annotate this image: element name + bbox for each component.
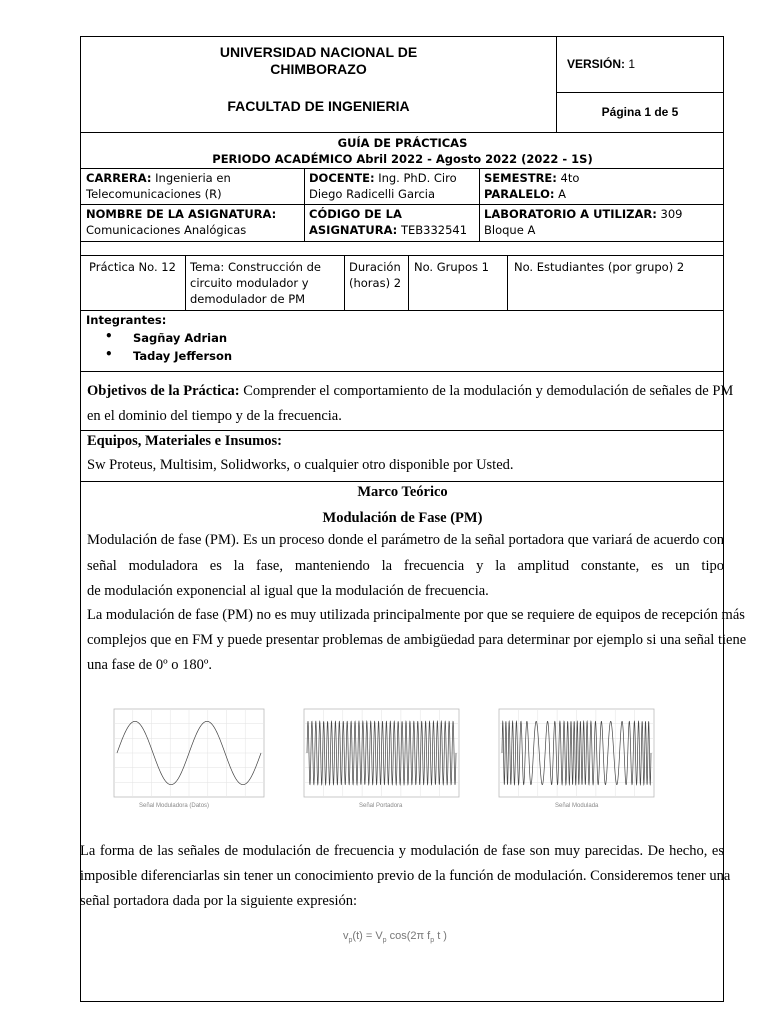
codigo-cell: CÓDIGO DE LA ASIGNATURA: TEB332541 <box>309 207 468 237</box>
students-per-group: No. Estudiantes (por grupo) 2 <box>514 260 685 274</box>
header-split <box>556 92 724 93</box>
member-item: Taday Jefferson <box>133 349 233 363</box>
asignatura-cell: NOMBRE DE LA ASIGNATURA: Comunicaciones Analógicas <box>86 207 277 237</box>
modulated-signal-figure <box>494 705 659 805</box>
carrier-signal-figure <box>299 705 464 805</box>
paragraph-line: imposible diferenciarlas sin tener un conocimiento previo de la función de modulación. Consideremos tener una <box>80 868 731 884</box>
paragraph-line: complejos que en FM y puede presentar problemas de ambigüedad para determinar por ejemplo si una señal tiene <box>87 632 747 648</box>
practice-number: Práctica No. 12 <box>89 260 176 274</box>
practice-duration: Duración (horas) 2 <box>349 260 402 290</box>
modulating-signal-figure <box>109 705 269 805</box>
group-count: No. Grupos 1 <box>414 260 489 274</box>
academic-period: PERIODO ACADÉMICO Abril 2022 - Agosto 2022 (2022 - 1S) <box>212 152 593 166</box>
col-divider <box>185 255 186 310</box>
semestre-cell: SEMESTRE: 4to PARALELO: A <box>484 171 580 201</box>
rule <box>81 241 724 242</box>
figure-caption: Señal Modulada <box>555 803 599 809</box>
guide-title: GUÍA DE PRÁCTICAS <box>337 136 468 150</box>
page-indicator: Página 1 de 5 <box>601 105 679 119</box>
rule <box>81 168 724 169</box>
rule <box>81 132 724 133</box>
col-divider <box>344 255 345 310</box>
laboratorio-cell: LABORATORIO A UTILIZAR: 309 Bloque A <box>484 207 683 237</box>
figure-caption: Señal Moduladora (Datos) <box>139 803 210 809</box>
practice-topic: Tema: Construcción de circuito modulador y demodulador de PM <box>190 260 322 306</box>
section-subtitle: Modulación de Fase (PM) <box>322 510 483 526</box>
equipment-label: Equipos, Materiales e Insumos: <box>87 433 282 449</box>
carrier-formula: $v_p(t) = V_p$ cos(2π $f_p$ t ) <box>343 930 447 945</box>
paragraph-line: una fase de 0º o 180º. <box>87 657 212 673</box>
university-name: UNIVERSIDAD NACIONAL DE CHIMBORAZO <box>219 44 418 77</box>
carrera-cell: CARRERA: Ingenieria en Telecomunicaciones (R) <box>86 171 231 201</box>
integrantes-label: Integrantes: <box>86 313 167 327</box>
bullet-icon: • <box>105 347 113 361</box>
paragraph-line: señal portadora dada por la siguiente expresión: <box>80 893 358 909</box>
paragraph-line: señal moduladora es la fase, manteniendo la frecuencia y la amplitud constante, es un tipo <box>87 558 724 574</box>
objectives-line: Objetivos de la Práctica: Comprender el comportamiento de la modulación y demodulación de señales de PM <box>87 383 734 399</box>
faculty-name: FACULTAD DE INGENIERIA <box>227 98 410 114</box>
rule <box>81 371 724 372</box>
col-divider <box>507 255 508 310</box>
paragraph-line: Modulación de fase (PM). Es un proceso donde el parámetro de la señal portadora que variará de acuerdo con <box>87 532 724 548</box>
paragraph-line: de modulación exponencial al igual que la modulación de frecuencia. <box>87 583 489 599</box>
docente-cell: DOCENTE: Ing. PhD. Ciro Diego Radicelli Garcia <box>309 171 457 201</box>
equipment-text: Sw Proteus, Multisim, Solidworks, o cualquier otro disponible por Usted. <box>87 457 514 473</box>
objectives-line: en el dominio del tiempo y de la frecuencia. <box>87 408 342 424</box>
figure-caption: Señal Portadora <box>359 803 403 809</box>
bullet-icon: • <box>105 329 113 343</box>
version: VERSIÓN: 1 <box>567 57 636 71</box>
col-divider <box>408 255 409 310</box>
section-title: Marco Teórico <box>357 484 448 500</box>
rule <box>81 430 724 431</box>
rule <box>81 310 724 311</box>
rule <box>81 481 724 482</box>
rule <box>81 255 724 256</box>
paragraph-line: La forma de las señales de modulación de frecuencia y modulación de fase son muy parecidas. De hecho, es <box>80 843 724 859</box>
member-item: Sagñay Adrian <box>133 331 228 345</box>
rule <box>81 204 724 205</box>
practice-guide-sheet <box>80 36 747 1002</box>
paragraph-line: La modulación de fase (PM) no es muy utilizada principalmente por que se requiere de equipos de recepción más <box>87 607 745 623</box>
